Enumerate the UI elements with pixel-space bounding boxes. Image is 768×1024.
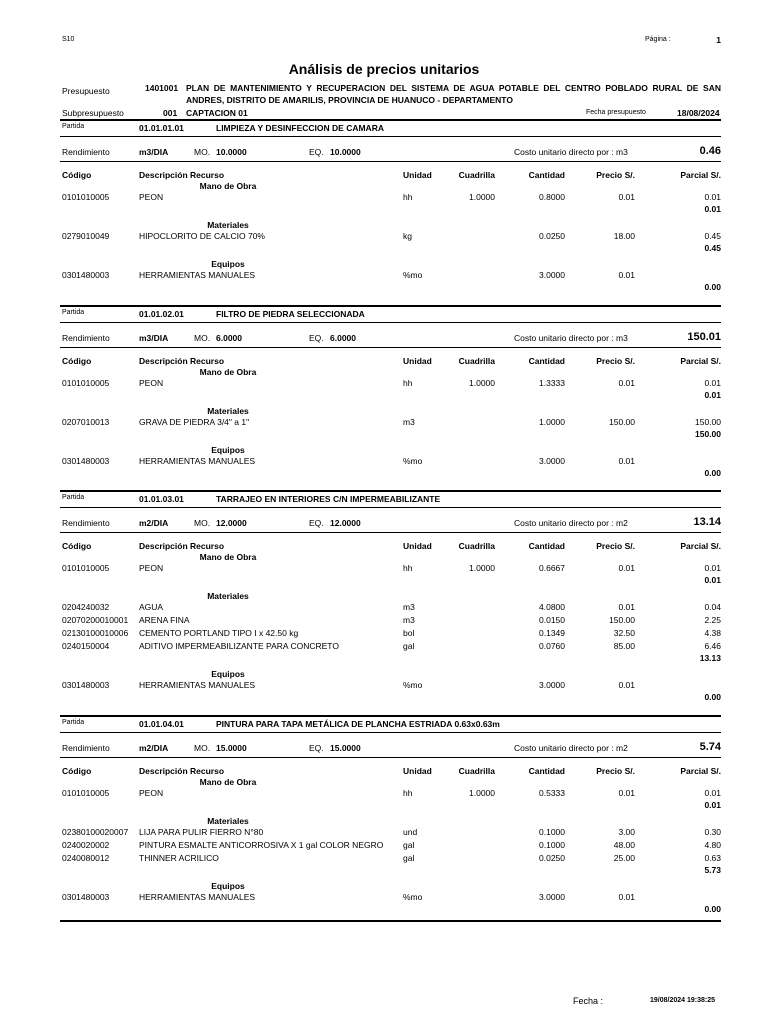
group-subtotal: 0.01: [704, 575, 721, 585]
resource-code: 0101010005: [62, 563, 110, 573]
page-number: 1: [716, 35, 721, 45]
resource-cantidad: 3.0000: [539, 680, 565, 690]
resource-cantidad: 1.0000: [539, 417, 565, 427]
partida-code: 01.01.02.01: [139, 309, 184, 319]
resource-code: 02380100020007: [62, 827, 129, 837]
mo-value: 6.0000: [216, 333, 242, 343]
resource-cuadrilla: 1.0000: [469, 563, 495, 573]
resource-description: CEMENTO PORTLAND TIPO I x 42.50 kg: [139, 628, 299, 638]
partida-code: 01.01.01.01: [139, 123, 184, 133]
col-descripcion: Descripción Recurso: [139, 541, 225, 551]
resource-code: 0101010005: [62, 192, 110, 202]
group-title: Materiales: [207, 591, 249, 601]
resource-precio: 150.00: [609, 615, 635, 625]
resource-precio: 0.01: [618, 602, 635, 612]
header-rule: [60, 532, 721, 533]
resource-cantidad: 3.0000: [539, 456, 565, 466]
col-descripcion: Descripción Recurso: [139, 356, 225, 366]
resource-parcial: 150.00: [695, 417, 721, 427]
col-descripcion: Descripción Recurso: [139, 170, 225, 180]
rendimiento-unit: m3/DIA: [139, 147, 169, 157]
footer-fecha-label: Fecha :: [573, 996, 604, 1006]
col-unidad: Unidad: [403, 356, 432, 366]
resource-precio: 18.00: [613, 231, 635, 241]
eq-value: 15.0000: [330, 743, 361, 753]
resource-parcial: 6.46: [704, 641, 721, 651]
resource-unit: %mo: [403, 270, 423, 280]
resource-description: PEON: [139, 563, 164, 573]
rendimiento-unit: m3/DIA: [139, 333, 169, 343]
col-parcial: Parcial S/.: [680, 356, 721, 366]
eq-label: EQ.: [309, 743, 324, 753]
rendimiento-label: Rendimiento: [62, 743, 110, 753]
resource-cantidad: 1.3333: [539, 378, 565, 388]
fecha-presupuesto: 18/08/2024: [677, 108, 720, 118]
col-parcial: Parcial S/.: [680, 766, 721, 776]
col-codigo: Código: [62, 170, 92, 180]
col-parcial: Parcial S/.: [680, 541, 721, 551]
costo-unitario-value: 13.14: [693, 516, 721, 528]
section-top-rule: [60, 715, 721, 717]
resource-code: 0240080012: [62, 853, 110, 863]
group-subtotal: 150.00: [695, 429, 721, 439]
eq-value: 10.0000: [330, 147, 361, 157]
presupuesto-label: Presupuesto: [62, 86, 110, 96]
resource-precio: 0.01: [618, 270, 635, 280]
resource-description: ADITIVO IMPERMEABILIZANTE PARA CONCRETO: [139, 641, 339, 651]
mo-label: MO.: [194, 518, 211, 528]
resource-description: HERRAMIENTAS MANUALES: [139, 680, 256, 690]
page-title: Análisis de precios unitarios: [288, 61, 480, 77]
resource-precio: 0.01: [618, 563, 635, 573]
col-cantidad: Cantidad: [528, 356, 565, 366]
group-subtotal: 5.73: [704, 865, 721, 875]
subpresupuesto-label: Subpresupuesto: [62, 108, 124, 118]
costo-unitario-label: Costo unitario directo por : m3: [514, 147, 628, 157]
header-rule: [60, 347, 721, 348]
mo-label: MO.: [194, 333, 211, 343]
fecha-presupuesto-label: Fecha presupuesto: [586, 109, 646, 116]
partida-rule: [60, 136, 721, 137]
group-title: Equipos: [211, 669, 245, 679]
resource-precio: 0.01: [618, 378, 635, 388]
col-cantidad: Cantidad: [528, 541, 565, 551]
partida-name: FILTRO DE PIEDRA SELECCIONADA: [216, 309, 365, 319]
col-codigo: Código: [62, 766, 92, 776]
rendimiento-unit: m2/DIA: [139, 518, 169, 528]
costo-unitario-label: Costo unitario directo por : m3: [514, 333, 628, 343]
resource-code: 0301480003: [62, 456, 110, 466]
eq-label: EQ.: [309, 333, 324, 343]
partida-label: Partida: [62, 123, 85, 130]
group-subtotal: 0.01: [704, 390, 721, 400]
mo-value: 10.0000: [216, 147, 247, 157]
section-top-rule: [60, 305, 721, 307]
resource-unit: %mo: [403, 892, 423, 902]
rendimiento-label: Rendimiento: [62, 147, 110, 157]
col-cuadrilla: Cuadrilla: [458, 541, 495, 551]
resource-precio: 32.50: [613, 628, 635, 638]
resource-unit: hh: [403, 788, 413, 798]
group-subtotal: 0.00: [704, 904, 721, 914]
partida-rule: [60, 732, 721, 733]
group-title: Mano de Obra: [199, 777, 257, 787]
col-precio: Precio S/.: [596, 766, 635, 776]
resource-precio: 0.01: [618, 456, 635, 466]
resource-unit: bol: [403, 628, 415, 638]
col-unidad: Unidad: [403, 766, 432, 776]
resource-parcial: 0.04: [704, 602, 721, 612]
resource-description: LIJA PARA PULIR FIERRO N°80: [139, 827, 264, 837]
resource-code: 0101010005: [62, 378, 110, 388]
subpresupuesto-description: CAPTACION 01: [186, 108, 248, 118]
partida-name: PINTURA PARA TAPA METÁLICA DE PLANCHA ESTRIADA 0.63x0.63m: [216, 719, 500, 729]
rendimiento-unit: m2/DIA: [139, 743, 169, 753]
mo-value: 12.0000: [216, 518, 247, 528]
partida-name: TARRAJEO EN INTERIORES C/N IMPERMEABILIZANTE: [216, 494, 441, 504]
app-label: S10: [62, 36, 75, 43]
resource-description: ARENA FINA: [139, 615, 190, 625]
resource-description: HERRAMIENTAS MANUALES: [139, 456, 256, 466]
group-title: Materiales: [207, 406, 249, 416]
resource-description: PEON: [139, 378, 164, 388]
partida-rule: [60, 322, 721, 323]
rendimiento-label: Rendimiento: [62, 518, 110, 528]
resource-cuadrilla: 1.0000: [469, 788, 495, 798]
resource-unit: gal: [403, 853, 415, 863]
resource-parcial: 4.80: [704, 840, 721, 850]
resource-description: AGUA: [139, 602, 164, 612]
resource-unit: m3: [403, 602, 415, 612]
resource-unit: hh: [403, 378, 413, 388]
resource-cantidad: 3.0000: [539, 892, 565, 902]
presupuesto-description: PLAN DE MANTENIMIENTO Y RECUPERACION DEL SISTEMA DE AGUA POTABLE DEL CENTRO POBLADO RURAL DE SAN ANDRES, DISTRITO DE AMARILIS, PROVINCIA DE HUANUCO - DEPARTAMENTO: [186, 83, 721, 105]
resource-precio: 25.00: [613, 853, 635, 863]
mo-label: MO.: [194, 147, 211, 157]
col-precio: Precio S/.: [596, 541, 635, 551]
resource-precio: 150.00: [609, 417, 635, 427]
resource-description: HIPOCLORITO DE CALCIO 70%: [139, 231, 265, 241]
resource-code: 0279010049: [62, 231, 110, 241]
resource-cantidad: 0.1000: [539, 827, 565, 837]
group-subtotal: 0.00: [704, 468, 721, 478]
costo-unitario-value: 150.01: [687, 331, 721, 343]
resource-code: 02070200010001: [62, 615, 129, 625]
resource-parcial: 0.30: [704, 827, 721, 837]
resource-cantidad: 0.0250: [539, 231, 565, 241]
resource-unit: m3: [403, 417, 415, 427]
resource-unit: hh: [403, 563, 413, 573]
resource-cantidad: 0.1349: [539, 628, 565, 638]
resource-code: 0240020002: [62, 840, 110, 850]
resource-parcial: 0.01: [704, 378, 721, 388]
col-unidad: Unidad: [403, 541, 432, 551]
col-cantidad: Cantidad: [528, 766, 565, 776]
partida-label: Partida: [62, 309, 85, 316]
resource-precio: 0.01: [618, 892, 635, 902]
resource-unit: gal: [403, 641, 415, 651]
resource-parcial: 0.01: [704, 192, 721, 202]
group-subtotal: 0.00: [704, 282, 721, 292]
group-subtotal: 0.45: [704, 243, 721, 253]
resource-cantidad: 0.5333: [539, 788, 565, 798]
resource-cantidad: 4.0800: [539, 602, 565, 612]
group-subtotal: 0.01: [704, 800, 721, 810]
group-subtotal: 0.01: [704, 204, 721, 214]
resource-cantidad: 0.6667: [539, 563, 565, 573]
resource-parcial: 2.25: [704, 615, 721, 625]
resource-description: PEON: [139, 192, 164, 202]
partida-code: 01.01.04.01: [139, 719, 184, 729]
resource-parcial: 0.45: [704, 231, 721, 241]
col-unidad: Unidad: [403, 170, 432, 180]
col-cuadrilla: Cuadrilla: [458, 356, 495, 366]
col-codigo: Código: [62, 541, 92, 551]
resource-description: GRAVA DE PIEDRA 3/4" a 1": [139, 417, 250, 427]
resource-parcial: 0.63: [704, 853, 721, 863]
group-title: Mano de Obra: [199, 367, 257, 377]
resource-description: HERRAMIENTAS MANUALES: [139, 270, 256, 280]
mo-label: MO.: [194, 743, 211, 753]
col-cuadrilla: Cuadrilla: [458, 170, 495, 180]
group-title: Materiales: [207, 816, 249, 826]
footer-fecha: 19/08/2024 19:38:25: [650, 997, 715, 1004]
col-parcial: Parcial S/.: [680, 170, 721, 180]
resource-precio: 48.00: [613, 840, 635, 850]
resource-description: THINNER ACRILICO: [139, 853, 219, 863]
group-subtotal: 13.13: [699, 653, 721, 663]
partida-name: LIMPIEZA Y DESINFECCION DE CAMARA: [216, 123, 384, 133]
resource-parcial: 4.38: [704, 628, 721, 638]
resource-cantidad: 0.1000: [539, 840, 565, 850]
resource-parcial: 0.01: [704, 788, 721, 798]
resource-cantidad: 3.0000: [539, 270, 565, 280]
resource-unit: hh: [403, 192, 413, 202]
group-title: Equipos: [211, 445, 245, 455]
eq-label: EQ.: [309, 147, 324, 157]
header-rule: [60, 161, 721, 162]
resource-unit: %mo: [403, 456, 423, 466]
costo-unitario-value: 5.74: [699, 741, 721, 753]
group-title: Equipos: [211, 881, 245, 891]
resource-description: HERRAMIENTAS MANUALES: [139, 892, 256, 902]
eq-label: EQ.: [309, 518, 324, 528]
resource-unit: kg: [403, 231, 412, 241]
resource-unit: %mo: [403, 680, 423, 690]
resource-code: 0301480003: [62, 892, 110, 902]
resource-cantidad: 0.8000: [539, 192, 565, 202]
resource-code: 0301480003: [62, 680, 110, 690]
subpresupuesto-code: 001: [163, 108, 178, 118]
resource-code: 0101010005: [62, 788, 110, 798]
resource-description: PINTURA ESMALTE ANTICORROSIVA X 1 gal COLOR NEGRO: [139, 840, 384, 850]
resource-code: 0301480003: [62, 270, 110, 280]
costo-unitario-label: Costo unitario directo por : m2: [514, 518, 628, 528]
resource-precio: 0.01: [618, 192, 635, 202]
eq-value: 6.0000: [330, 333, 356, 343]
group-title: Materiales: [207, 220, 249, 230]
rendimiento-label: Rendimiento: [62, 333, 110, 343]
resource-cantidad: 0.0250: [539, 853, 565, 863]
col-codigo: Código: [62, 356, 92, 366]
resource-parcial: 0.01: [704, 563, 721, 573]
section-top-rule: [60, 119, 721, 121]
resource-precio: 3.00: [618, 827, 635, 837]
partida-label: Partida: [62, 719, 85, 726]
resource-code: 0204240032: [62, 602, 110, 612]
costo-unitario-value: 0.46: [699, 145, 721, 157]
eq-value: 12.0000: [330, 518, 361, 528]
col-cuadrilla: Cuadrilla: [458, 766, 495, 776]
resource-code: 0207010013: [62, 417, 110, 427]
group-subtotal: 0.00: [704, 692, 721, 702]
page-bottom-rule: [60, 920, 721, 922]
resource-unit: und: [403, 827, 418, 837]
resource-precio: 85.00: [613, 641, 635, 651]
resource-cuadrilla: 1.0000: [469, 378, 495, 388]
group-title: Mano de Obra: [199, 552, 257, 562]
col-cantidad: Cantidad: [528, 170, 565, 180]
resource-code: 02130100010006: [62, 628, 129, 638]
resource-precio: 0.01: [618, 680, 635, 690]
resource-cantidad: 0.0760: [539, 641, 565, 651]
resource-description: PEON: [139, 788, 164, 798]
resource-cuadrilla: 1.0000: [469, 192, 495, 202]
resource-code: 0240150004: [62, 641, 110, 651]
resource-unit: m3: [403, 615, 415, 625]
col-precio: Precio S/.: [596, 356, 635, 366]
resource-precio: 0.01: [618, 788, 635, 798]
group-title: Mano de Obra: [199, 181, 257, 191]
col-precio: Precio S/.: [596, 170, 635, 180]
group-title: Equipos: [211, 259, 245, 269]
mo-value: 15.0000: [216, 743, 247, 753]
header-rule: [60, 757, 721, 758]
section-top-rule: [60, 490, 721, 492]
resource-unit: gal: [403, 840, 415, 850]
partida-code: 01.01.03.01: [139, 494, 184, 504]
page-label: Página :: [645, 36, 671, 43]
partida-rule: [60, 507, 721, 508]
presupuesto-code: 1401001: [145, 83, 179, 93]
col-descripcion: Descripción Recurso: [139, 766, 225, 776]
partida-label: Partida: [62, 494, 85, 501]
costo-unitario-label: Costo unitario directo por : m2: [514, 743, 628, 753]
resource-cantidad: 0.0150: [539, 615, 565, 625]
